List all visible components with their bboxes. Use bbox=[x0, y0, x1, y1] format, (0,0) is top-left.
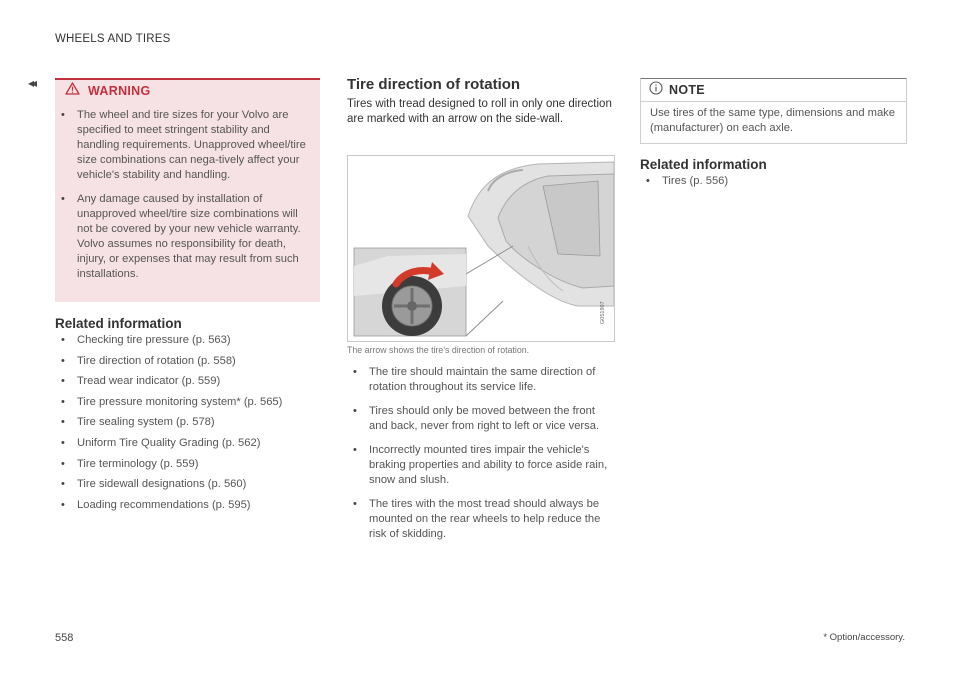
related-link[interactable]: • Tire direction of rotation (p. 558) bbox=[55, 354, 325, 369]
page-title: Tire direction of rotation bbox=[347, 76, 521, 93]
related-links-list bbox=[640, 174, 905, 189]
list-item: • Tires should only be moved between the front and back, never from right to left or vice versa. bbox=[347, 404, 615, 434]
warning-title: WARNING bbox=[88, 84, 151, 98]
warning-list bbox=[55, 108, 320, 282]
list-item: • The wheel and tire sizes for your Volvo are specified to meet stringent stability and handling requirements. Unapproved wheel/tire size combinations can nega-tively affect your vehicle's stability and handling. bbox=[55, 108, 310, 183]
related-link[interactable]: • Tire sealing system (p. 578) bbox=[55, 415, 325, 430]
list-item: • The tire should maintain the same direction of rotation throughout its service life. bbox=[347, 365, 615, 395]
related-link[interactable]: • Tires (p. 556) bbox=[640, 174, 905, 189]
related-information-right bbox=[640, 157, 905, 189]
related-link[interactable]: • Checking tire pressure (p. 563) bbox=[55, 333, 325, 348]
related-link[interactable]: • Loading recommendations (p. 595) bbox=[55, 498, 325, 513]
related-link[interactable]: • Tire terminology (p. 559) bbox=[55, 457, 325, 472]
previous-page-marker[interactable]: ◂◂ bbox=[28, 76, 35, 90]
tire-rotation-illustration bbox=[347, 155, 615, 342]
related-information-left bbox=[55, 316, 325, 518]
list-item: • The tires with the most tread should always be mounted on the rear wheels to help reduce the risk of skidding. bbox=[347, 497, 615, 542]
note-box bbox=[640, 78, 907, 144]
warning-header bbox=[55, 78, 320, 102]
guidelines-list bbox=[347, 365, 615, 542]
list-item: • Any damage caused by installation of unapproved wheel/tire size combinations will not be covered by your new vehicle warranty. Volvo assumes no responsibility for death, injury, or expenses that may result from such installations. bbox=[55, 192, 310, 282]
main-section bbox=[347, 76, 615, 127]
note-text: Use tires of the same type, dimensions and make (manufacturer) on each axle. bbox=[650, 107, 895, 134]
rotation-guidelines bbox=[347, 365, 615, 551]
figure-caption: The arrow shows the tire's direction of rotation. bbox=[347, 345, 530, 355]
note-title: NOTE bbox=[669, 83, 705, 97]
warning-triangle-icon bbox=[65, 82, 80, 100]
footnote: * Option/accessory. bbox=[823, 632, 905, 643]
related-links-list bbox=[55, 333, 325, 513]
related-link[interactable]: • Uniform Tire Quality Grading (p. 562) bbox=[55, 436, 325, 451]
related-link[interactable]: • Tread wear indicator (p. 559) bbox=[55, 374, 325, 389]
page-number: 558 bbox=[55, 632, 74, 644]
intro-text: Tires with tread designed to roll in only one direction are marked with an arrow on the side-wall. bbox=[347, 98, 612, 125]
related-link[interactable]: • Tire sidewall designations (p. 560) bbox=[55, 477, 325, 492]
note-header bbox=[641, 79, 906, 102]
related-information-title: Related information bbox=[640, 157, 767, 172]
related-information-title: Related information bbox=[55, 316, 182, 331]
info-circle-icon bbox=[649, 81, 663, 100]
list-item: • Incorrectly mounted tires impair the vehicle's braking properties and ability to force aside rain, snow and slush. bbox=[347, 443, 615, 488]
related-link[interactable]: • Tire pressure monitoring system* (p. 565) bbox=[55, 395, 325, 410]
figure-code: G051907 bbox=[600, 301, 606, 324]
section-header: WHEELS AND TIRES bbox=[55, 33, 171, 45]
warning-box bbox=[55, 78, 320, 302]
